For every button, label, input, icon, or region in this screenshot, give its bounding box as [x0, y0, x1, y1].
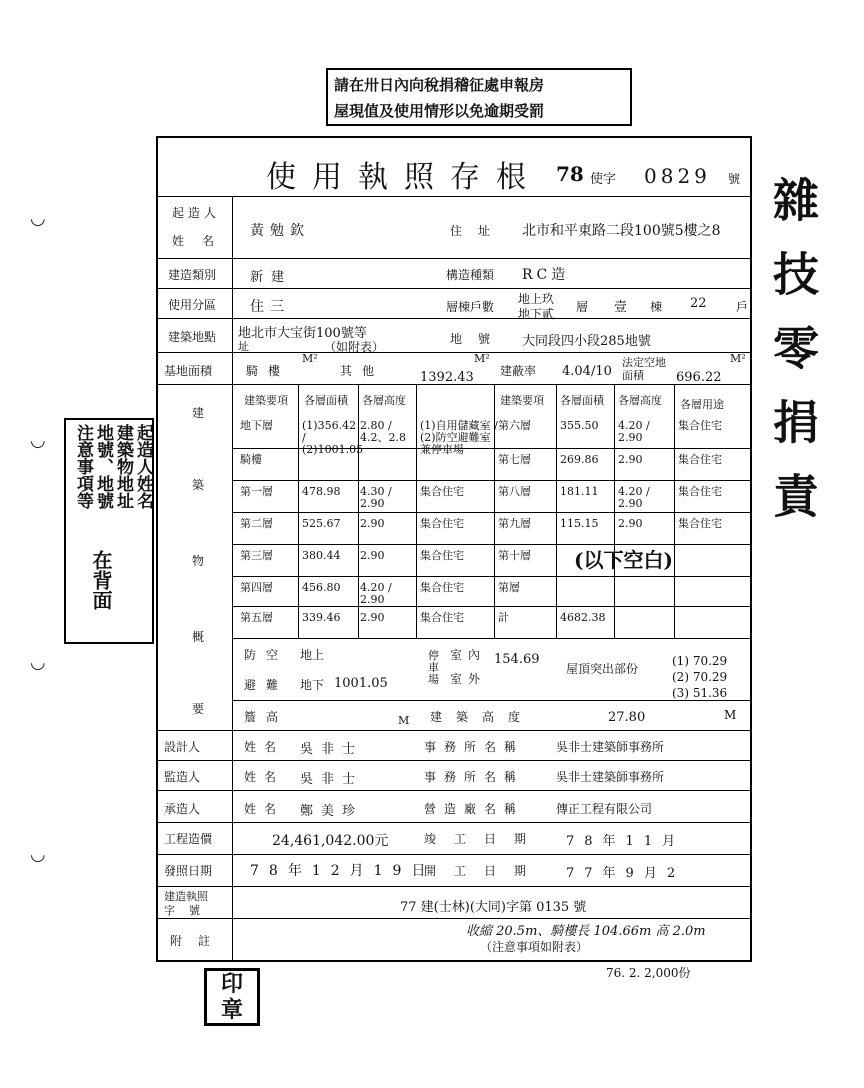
shelter-above-label: 地上 — [300, 648, 325, 662]
roof-area-1: (1) 70.29 — [672, 654, 728, 668]
section-char-2: 築 — [192, 478, 205, 492]
parking-label: 停車場 — [428, 649, 439, 686]
section-char-5: 要 — [192, 702, 205, 716]
floor-use: 集合住宅 — [420, 485, 464, 498]
official-seal: 印 章 — [204, 968, 260, 1026]
right-edge-text: 雜 技 零 捐 責 — [766, 176, 820, 525]
site-note: （如附表） — [324, 340, 385, 354]
rule — [156, 822, 752, 823]
col-area-right: 各層面積 — [560, 394, 604, 407]
supervisor-office: 吳非士建築師事務所 — [556, 770, 665, 784]
rule — [232, 700, 752, 701]
col-height-right: 各層高度 — [618, 394, 662, 407]
floor-area: 339.46 — [302, 611, 341, 624]
build-type: 新建 — [250, 270, 293, 285]
owner-address: 北市和平東路二段100號5樓之8 — [522, 223, 721, 239]
floor-use: 集合住宅 — [420, 581, 464, 594]
roof-label: 屋頂突出部份 — [566, 662, 639, 676]
floor-area: 181.11 — [560, 485, 599, 498]
start-label: 開工日期 — [424, 864, 545, 878]
rule — [156, 258, 752, 259]
contractor-name-label: 姓名 — [244, 802, 285, 816]
tax-notice-line1: 請在卅日內向稅捐稽征處申報房 — [334, 76, 545, 94]
coverage: 4.04/10 — [562, 364, 612, 379]
floor-name: 第三層 — [240, 549, 273, 562]
shelter-label-1: 防空 — [244, 648, 289, 662]
floor-name: 第八層 — [498, 485, 531, 498]
parking-indoor-area: 154.69 — [494, 652, 540, 667]
col-use-right: 各層用途 — [680, 398, 724, 411]
rule — [232, 638, 752, 639]
area-label: 基地面積 — [164, 364, 213, 378]
rule — [156, 886, 752, 887]
building-height: 27.80 — [608, 710, 646, 725]
floor-name: 第九層 — [498, 517, 531, 530]
back-notice-col4: 注意事項等 — [73, 424, 93, 509]
shelter-below-label: 地下 — [300, 678, 325, 692]
floor-name: 地下層 — [240, 419, 273, 432]
back-notice-col2: 建築物地址 — [113, 424, 133, 509]
back-notice-box — [64, 418, 154, 644]
back-notice-col5: 在背面 — [89, 550, 113, 610]
margin-mark: ◡ — [30, 844, 46, 865]
unit-count: 22 — [690, 296, 707, 311]
rule — [156, 790, 752, 791]
structure-label: 構造種類 — [446, 268, 495, 282]
supervisor-role: 監造人 — [164, 770, 201, 784]
area-unit: M² — [730, 352, 746, 365]
rule — [156, 288, 752, 289]
margin-mark: ◡ — [30, 430, 46, 451]
blank-note: (以下空白) — [574, 548, 673, 572]
floor-use: 集合住宅 — [678, 419, 722, 432]
building-count: 壹 — [614, 300, 628, 315]
col-height-left: 各層高度 — [362, 394, 406, 407]
supervisor-name-label: 姓名 — [244, 770, 285, 784]
attic-label: 騎樓 — [246, 364, 291, 378]
zone: 住三 — [250, 299, 290, 315]
floor-name: 第六層 — [498, 419, 531, 432]
floor-name: 第層 — [498, 581, 520, 594]
floor-area: 4682.38 — [560, 611, 606, 624]
issue-label: 發照日期 — [164, 864, 213, 878]
remark-label: 附註 — [170, 934, 227, 948]
designer-office-label: 事務所名稱 — [424, 740, 525, 754]
floor-name: 第四層 — [240, 581, 273, 594]
rule — [156, 730, 752, 731]
permit-suffix: 號 — [728, 172, 741, 186]
other-area: 1392.43 — [420, 370, 474, 385]
roof-area-3: (3) 51.36 — [672, 686, 728, 700]
floor-height: 4.20 / 2.90 — [360, 581, 392, 606]
floor-use: 集合住宅 — [420, 611, 464, 624]
floor-use: 集合住宅 — [420, 517, 464, 530]
permit-number: 0829 — [644, 164, 711, 188]
floor-area: 115.15 — [560, 517, 599, 530]
contractor-role: 承造人 — [164, 802, 201, 816]
remark-line1: 收縮 20.5m、騎樓長 104.66m 高 2.0m — [466, 924, 706, 939]
floor-name: 第二層 — [240, 517, 273, 530]
permit-year: 78 — [556, 162, 584, 186]
shelter-label-2: 避難 — [244, 678, 289, 692]
shelter-below-area: 1001.05 — [334, 676, 388, 691]
owner-address-label: 住址 — [450, 224, 507, 238]
col-item-right: 建築要項 — [500, 394, 544, 407]
permit-ref-label-2: 字號 — [164, 904, 214, 917]
floors-above: 地上玖 — [518, 292, 555, 306]
floor-use: (1)自用儲藏室 / (2)防空避難室兼停車場 — [420, 419, 498, 456]
eave-height-label: 簷高 — [244, 710, 289, 724]
build-type-label: 建造類別 — [168, 268, 217, 282]
designer-role: 設計人 — [164, 740, 201, 754]
area-unit: M² — [302, 352, 318, 365]
floor-area: (1)356.42 / (2)1001.05 — [302, 419, 364, 456]
floor-use: 集合住宅 — [678, 453, 722, 466]
supervisor-office-label: 事務所名稱 — [424, 770, 525, 784]
form-code: 76. 2. 2,000份 — [606, 966, 691, 980]
start-date: 77年9月2 — [566, 866, 686, 881]
floor-height: 2.90 — [360, 517, 385, 530]
designer-office: 吳非士建築師事務所 — [556, 740, 665, 754]
permit-ref: 77 建(士林)(大同)字第 0135 號 — [400, 900, 587, 915]
floors-layer: 層 — [576, 300, 589, 314]
unit-unit: 戶 — [736, 300, 749, 314]
floor-height: 2.90 — [618, 453, 643, 466]
floor-height: 2.90 — [618, 517, 643, 530]
floor-name: 第七層 — [498, 453, 531, 466]
floor-use: 集合住宅 — [678, 485, 722, 498]
rule — [232, 196, 233, 962]
rule — [156, 318, 752, 319]
floor-height: 4.30 / 2.90 — [360, 485, 392, 510]
tax-notice — [326, 68, 632, 126]
rule — [156, 854, 752, 855]
site-location-sub: 址 — [238, 340, 249, 353]
designer-name: 吳非士 — [300, 742, 364, 757]
building-height-unit: M — [724, 708, 737, 722]
floor-area: 269.86 — [560, 453, 599, 466]
floor-height: 4.20 / 2.90 — [618, 485, 650, 510]
building-height-label: 建築高度 — [430, 710, 535, 724]
floor-name: 計 — [498, 611, 509, 624]
owner-label: 起造人 — [172, 206, 221, 220]
rule — [156, 196, 752, 197]
floor-height: 2.90 — [360, 611, 385, 624]
floor-area: 355.50 — [560, 419, 599, 432]
floor-area: 380.44 — [302, 549, 341, 562]
designer-name-label: 姓名 — [244, 740, 285, 754]
floor-use: 集合住宅 — [420, 549, 464, 562]
floor-name: 第一層 — [240, 485, 273, 498]
floor-area: 478.98 — [302, 485, 341, 498]
permit-ref-label-1: 建造執照 — [164, 890, 208, 903]
floors-count-label: 層棟戶數 — [446, 300, 495, 314]
rule — [156, 760, 752, 761]
floors-below: 地下貳 — [518, 307, 555, 321]
structure: RC造 — [522, 267, 570, 283]
floor-name: 第十層 — [498, 549, 531, 562]
other-label: 其他 — [340, 364, 385, 378]
building-unit: 棟 — [650, 300, 663, 314]
back-notice-col1: 起造人姓名 — [133, 424, 153, 509]
cost-value: 24,461,042.00元 — [272, 833, 389, 849]
page-title: 使用執照存根 — [266, 160, 542, 195]
floor-area: 525.67 — [302, 517, 341, 530]
zone-label: 使用分區 — [168, 298, 217, 312]
section-char-3: 物 — [192, 554, 205, 568]
floor-height: 2.90 — [360, 549, 385, 562]
col-area-left: 各層面積 — [304, 394, 348, 407]
issue-date: 78年12月19日 — [250, 863, 436, 879]
completion-label: 竣工日期 — [424, 832, 545, 846]
owner-name: 黃勉欽 — [250, 223, 310, 239]
floor-use: 集合住宅 — [678, 517, 722, 530]
floor-name: 第五層 — [240, 611, 273, 624]
owner-name-label: 姓名 — [172, 234, 233, 248]
contractor-office: 傳正工程有限公司 — [556, 802, 653, 816]
floor-height: 2.80 / 4.2、2.8 — [360, 419, 406, 444]
rule — [156, 918, 752, 919]
floor-name: 騎樓 — [240, 453, 262, 466]
site-location: 地北市大宝街100號等 — [238, 326, 367, 341]
lot-label: 地號 — [450, 332, 507, 346]
section-char-1: 建 — [192, 406, 205, 420]
tax-notice-line2: 屋現值及使用情形以免逾期受罰 — [334, 102, 545, 120]
margin-mark: ◡ — [30, 208, 46, 229]
remark-line2: （注意事項如附表） — [480, 940, 589, 954]
site-label: 建築地點 — [168, 330, 217, 344]
section-char-4: 概 — [192, 630, 205, 644]
parking-outdoor-label: 室外 — [450, 672, 487, 686]
lot-number: 大同段四小段285地號 — [522, 334, 651, 349]
permit-type: 使字 — [590, 172, 617, 187]
roof-area-2: (2) 70.29 — [672, 670, 728, 684]
contractor-name: 鄭美珍 — [300, 804, 364, 819]
col-item-left: 建築要項 — [244, 394, 288, 407]
legal-open-label: 法定空地面積 — [622, 356, 666, 382]
parking-indoor-label: 室內 — [450, 648, 487, 662]
back-notice-col3: 地號、地號 — [93, 424, 113, 509]
floor-height: 4.20 / 2.90 — [618, 419, 650, 444]
supervisor-name: 吳非士 — [300, 772, 364, 787]
margin-mark: ◡ — [30, 652, 46, 673]
area-unit: M² — [474, 352, 490, 365]
completion-date: 78年11月 — [566, 834, 686, 849]
legal-open-area: 696.22 — [676, 370, 722, 385]
contractor-office-label: 營造廠名稱 — [424, 802, 525, 816]
eave-height-unit: M — [398, 714, 410, 727]
coverage-label: 建蔽率 — [500, 364, 537, 378]
cost-label: 工程造價 — [164, 832, 213, 846]
floor-area: 456.80 — [302, 581, 341, 594]
